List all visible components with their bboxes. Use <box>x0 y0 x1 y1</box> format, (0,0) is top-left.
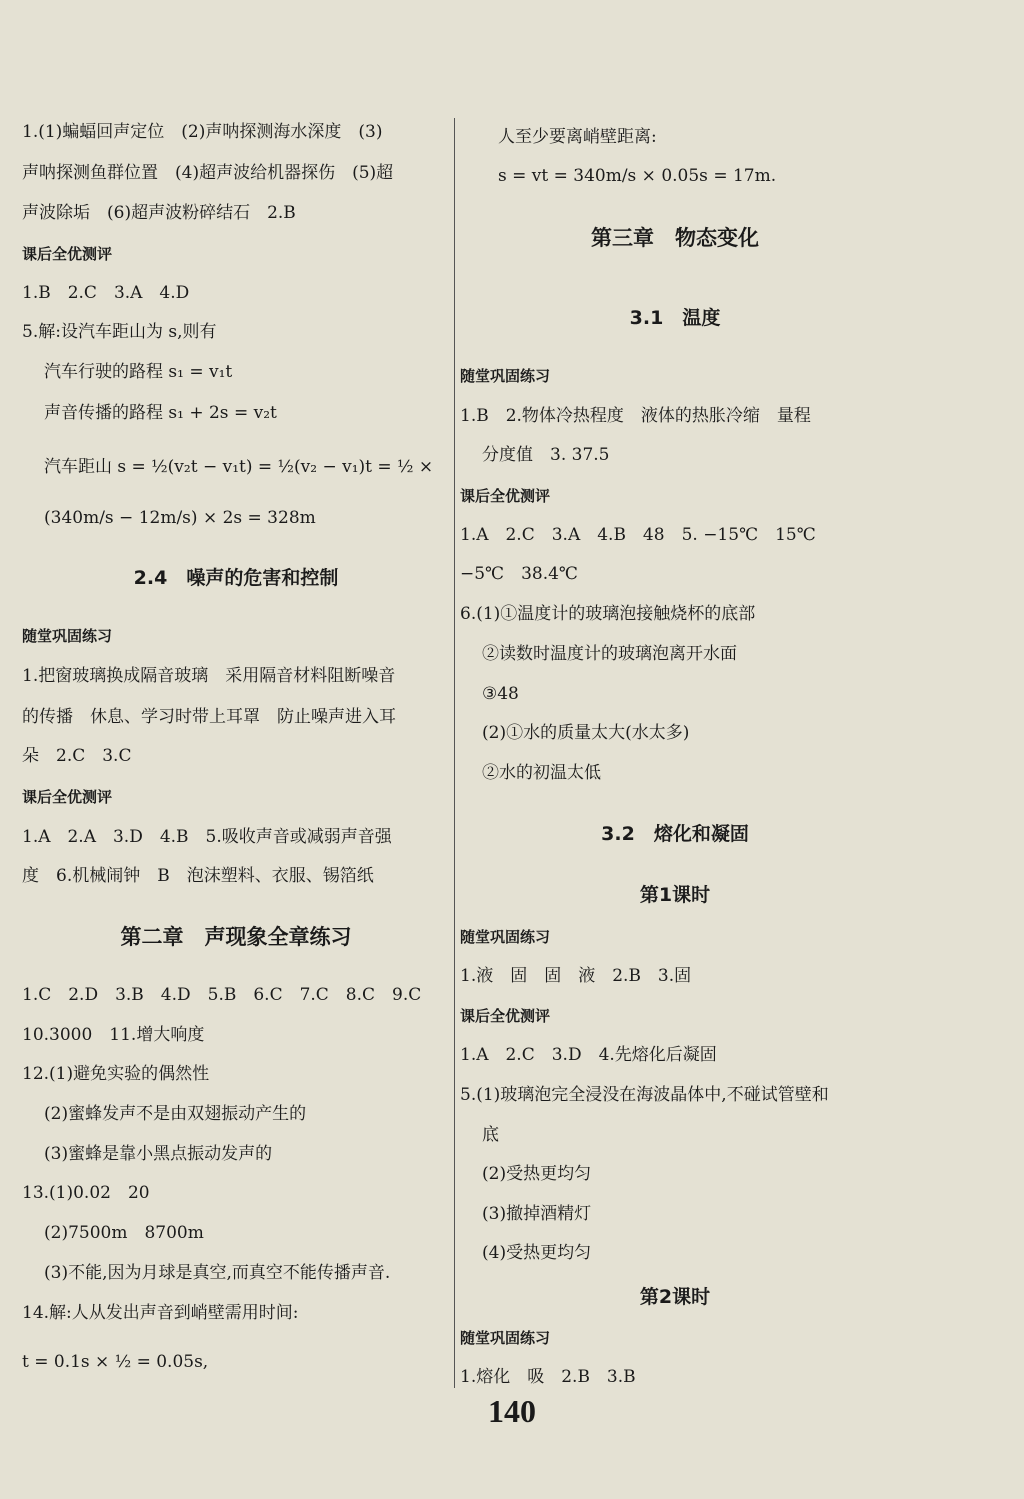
text-line: 度 6.机械闹钟 B 泡沫塑料、衣服、锡箔纸 <box>22 866 374 886</box>
lesson-heading: 第1课时 <box>639 884 711 906</box>
text-line: 1.熔化 吸 2.B 3.B <box>460 1367 636 1387</box>
text-line: 6.(1)①温度计的玻璃泡接触烧杯的底部 <box>460 604 756 624</box>
text-line: 5.(1)玻璃泡完全浸没在海波晶体中,不碰试管壁和 <box>460 1085 829 1105</box>
section-heading: 3.1 温度 <box>629 307 721 329</box>
text-line: 1.A 2.A 3.D 4.B 5.吸收声音或减弱声音强 <box>22 827 392 847</box>
subheading: 随堂巩固练习 <box>22 627 113 645</box>
page-number: 140 <box>488 1393 536 1429</box>
subheading: 随堂巩固练习 <box>460 367 551 385</box>
text-line: 1.把窗玻璃换成隔音玻璃 采用隔音材料阻断噪音 <box>22 666 396 686</box>
text-line: (2)①水的质量太大(水太多) <box>482 723 690 743</box>
section-heading: 3.2 熔化和凝固 <box>601 823 749 845</box>
subheading: 课后全优测评 <box>460 487 551 505</box>
text-line: 声音传播的路程 s₁ + 2s = v₂t <box>44 403 277 423</box>
formula-line: s = vt = 340m/s × 0.05s = 17m. <box>498 166 777 186</box>
text-line: 12.(1)避免实验的偶然性 <box>22 1064 210 1084</box>
text-line: (3)撤掉酒精灯 <box>482 1204 592 1224</box>
text-line: 声波除垢 (6)超声波粉碎结石 2.B <box>22 203 296 223</box>
formula-line: t = 0.1s × ½ = 0.05s, <box>22 1352 209 1372</box>
subheading: 课后全优测评 <box>460 1007 551 1025</box>
text-line: (4)受热更均匀 <box>482 1243 592 1263</box>
text-line: 1.B 2.C 3.A 4.D <box>22 283 190 303</box>
text-line: 朵 2.C 3.C <box>22 746 132 766</box>
text-line: (2)蜜蜂发声不是由双翅振动产生的 <box>44 1104 307 1124</box>
text-line: 14.解:人从发出声音到峭壁需用时间: <box>22 1303 299 1323</box>
lesson-heading: 第2课时 <box>639 1286 711 1308</box>
text-line: 的传播 休息、学习时带上耳罩 防止噪声进入耳 <box>22 707 396 727</box>
text-line: 5.解:设汽车距山为 s,则有 <box>22 322 217 342</box>
text-line: ③48 <box>482 684 519 704</box>
text-line: −5℃ 38.4℃ <box>460 564 578 584</box>
text-line: 1.(1)蝙蝠回声定位 (2)声呐探测海水深度 (3) <box>22 122 383 142</box>
text-line: 13.(1)0.02 20 <box>22 1183 150 1203</box>
text-line: 1.A 2.C 3.A 4.B 48 5. −15℃ 15℃ <box>460 525 816 545</box>
text-line: 汽车行驶的路程 s₁ = v₁t <box>44 362 233 382</box>
section-heading: 2.4 噪声的危害和控制 <box>133 567 339 589</box>
text-line: 1.B 2.物体冷热程度 液体的热胀冷缩 量程 <box>460 406 811 426</box>
text-line: 10.3000 11.增大响度 <box>22 1025 205 1045</box>
text-line: 1.A 2.C 3.D 4.先熔化后凝固 <box>460 1045 717 1065</box>
chapter-heading: 第二章 声现象全章练习 <box>120 925 352 949</box>
text-line: (3)不能,因为月球是真空,而真空不能传播声音. <box>44 1263 391 1283</box>
subheading: 随堂巩固练习 <box>460 1329 551 1347</box>
text-line: 1.液 固 固 液 2.B 3.固 <box>460 966 692 986</box>
text-line: (2)受热更均匀 <box>482 1164 592 1184</box>
formula-line: (340m/s − 12m/s) × 2s = 328m <box>44 508 316 528</box>
text-line: ②水的初温太低 <box>482 763 601 783</box>
subheading: 随堂巩固练习 <box>460 928 551 946</box>
text-line: ②读数时温度计的玻璃泡离开水面 <box>482 644 737 664</box>
column-divider <box>454 118 455 1388</box>
subheading: 课后全优测评 <box>22 788 113 806</box>
text-line: (2)7500m 8700m <box>44 1223 204 1243</box>
text-line: 底 <box>482 1125 499 1145</box>
text-line: (3)蜜蜂是靠小黑点振动发声的 <box>44 1144 273 1164</box>
chapter-heading: 第三章 物态变化 <box>591 226 759 250</box>
text-line: 人至少要离峭壁距离: <box>498 127 657 147</box>
text-line: 分度值 3. 37.5 <box>482 445 610 465</box>
formula-line: 汽车距山 s = ½(v₂t − v₁t) = ½(v₂ − v₁)t = ½ × <box>44 457 434 477</box>
subheading: 课后全优测评 <box>22 245 113 263</box>
text-line: 1.C 2.D 3.B 4.D 5.B 6.C 7.C 8.C 9.C <box>22 985 422 1005</box>
text-line: 声呐探测鱼群位置 (4)超声波给机器探伤 (5)超 <box>22 163 394 183</box>
